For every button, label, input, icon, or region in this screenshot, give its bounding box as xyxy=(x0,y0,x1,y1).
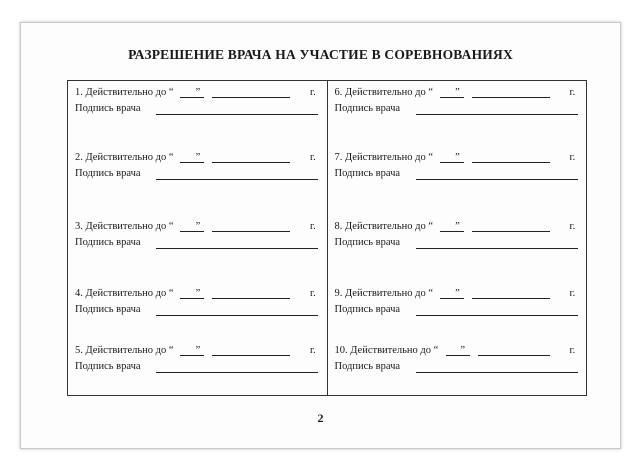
day-field[interactable] xyxy=(180,355,204,356)
valid-until-label: Действительно до xyxy=(85,152,167,163)
month-field[interactable] xyxy=(472,231,550,232)
valid-until-label: Действительно до xyxy=(85,221,167,232)
day-field[interactable] xyxy=(180,298,204,299)
valid-until-label: Действительно до xyxy=(85,87,167,98)
year-suffix: г. xyxy=(310,345,316,356)
valid-until-label: Действительно до xyxy=(350,345,432,356)
day-field[interactable] xyxy=(446,355,470,356)
month-field[interactable] xyxy=(212,298,290,299)
entry-number: 4. xyxy=(75,288,83,299)
permission-entry xyxy=(328,345,587,385)
quote-open: “ xyxy=(428,221,434,232)
month-field[interactable] xyxy=(472,298,550,299)
permission-entry xyxy=(68,152,327,192)
quote-open: “ xyxy=(168,345,174,356)
permission-entry xyxy=(328,221,587,261)
quote-close: ” xyxy=(195,152,201,163)
signature-label: Подпись врача xyxy=(75,304,141,315)
signature-field[interactable] xyxy=(416,179,578,180)
day-field[interactable] xyxy=(180,97,204,98)
month-field[interactable] xyxy=(212,355,290,356)
signature-label: Подпись врача xyxy=(334,237,401,248)
signature-field[interactable] xyxy=(156,372,318,373)
year-suffix: г. xyxy=(310,87,316,98)
day-field[interactable] xyxy=(180,162,204,163)
month-field[interactable] xyxy=(212,231,290,232)
year-suffix: г. xyxy=(569,288,576,299)
entry-number: 1. xyxy=(75,87,83,98)
quote-close: ” xyxy=(195,87,201,98)
entry-number: 2. xyxy=(75,152,83,163)
year-suffix: г. xyxy=(569,152,576,163)
signature-field[interactable] xyxy=(416,315,578,316)
valid-until-label: Действительно до xyxy=(345,288,426,299)
year-suffix: г. xyxy=(569,345,576,356)
quote-open: “ xyxy=(428,87,434,98)
signature-field[interactable] xyxy=(156,114,318,115)
month-field[interactable] xyxy=(472,162,550,163)
quote-close: ” xyxy=(455,288,460,299)
year-suffix: г. xyxy=(569,87,576,98)
day-field[interactable] xyxy=(440,298,464,299)
quote-open: “ xyxy=(428,152,434,163)
entry-number: 8. xyxy=(334,221,343,232)
left-column xyxy=(68,81,328,395)
signature-label: Подпись врача xyxy=(75,361,141,372)
quote-close: ” xyxy=(195,221,201,232)
valid-until-label: Действительно до xyxy=(345,152,426,163)
day-field[interactable] xyxy=(180,231,204,232)
valid-until-label: Действительно до xyxy=(345,87,426,98)
quote-open: “ xyxy=(428,288,434,299)
quote-close: ” xyxy=(455,87,460,98)
permission-entry xyxy=(328,288,587,328)
right-column xyxy=(328,81,587,395)
permission-entry xyxy=(68,345,327,385)
signature-field[interactable] xyxy=(156,179,318,180)
quote-open: “ xyxy=(168,288,174,299)
quote-close: ” xyxy=(195,345,201,356)
signature-field[interactable] xyxy=(416,372,578,373)
entry-number: 5. xyxy=(75,345,83,356)
quote-open: “ xyxy=(433,345,439,356)
quote-close: ” xyxy=(195,288,201,299)
quote-close: ” xyxy=(455,152,460,163)
signature-label: Подпись врача xyxy=(334,103,401,114)
day-field[interactable] xyxy=(440,231,464,232)
entry-number: 9. xyxy=(334,288,343,299)
entry-number: 7. xyxy=(334,152,343,163)
signature-label: Подпись врача xyxy=(334,168,401,179)
signature-field[interactable] xyxy=(156,315,318,316)
signature-label: Подпись врача xyxy=(334,361,401,372)
quote-close: ” xyxy=(455,221,460,232)
entry-number: 3. xyxy=(75,221,83,232)
permission-entry xyxy=(68,221,327,261)
entry-number: 6. xyxy=(334,87,343,98)
month-field[interactable] xyxy=(478,355,550,356)
page-number: 2 xyxy=(317,411,324,425)
permission-entry xyxy=(328,152,587,192)
year-suffix: г. xyxy=(310,288,316,299)
signature-label: Подпись врача xyxy=(334,304,401,315)
page-title: РАЗРЕШЕНИЕ ВРАЧА НА УЧАСТИЕ В СОРЕВНОВАНИЯХ xyxy=(128,47,513,62)
signature-label: Подпись врача xyxy=(75,237,141,248)
quote-open: “ xyxy=(168,221,174,232)
permission-grid xyxy=(67,80,587,396)
signature-field[interactable] xyxy=(416,114,578,115)
day-field[interactable] xyxy=(440,97,464,98)
quote-open: “ xyxy=(168,152,174,163)
month-field[interactable] xyxy=(212,97,290,98)
valid-until-label: Действительно до xyxy=(85,345,167,356)
year-suffix: г. xyxy=(310,152,316,163)
signature-label: Подпись врача xyxy=(75,103,141,114)
year-suffix: г. xyxy=(310,221,316,232)
quote-open: “ xyxy=(168,87,174,98)
month-field[interactable] xyxy=(472,97,550,98)
entry-number: 10. xyxy=(334,345,348,356)
valid-until-label: Действительно до xyxy=(85,288,167,299)
signature-label: Подпись врача xyxy=(75,168,141,179)
permission-entry xyxy=(68,288,327,328)
valid-until-label: Действительно до xyxy=(345,221,426,232)
signature-field[interactable] xyxy=(416,248,578,249)
form-page xyxy=(20,22,621,449)
year-suffix: г. xyxy=(569,221,576,232)
month-field[interactable] xyxy=(212,162,290,163)
quote-close: ” xyxy=(460,345,465,356)
signature-field[interactable] xyxy=(156,248,318,249)
day-field[interactable] xyxy=(440,162,464,163)
permission-entry xyxy=(68,87,327,127)
permission-entry xyxy=(328,87,587,127)
